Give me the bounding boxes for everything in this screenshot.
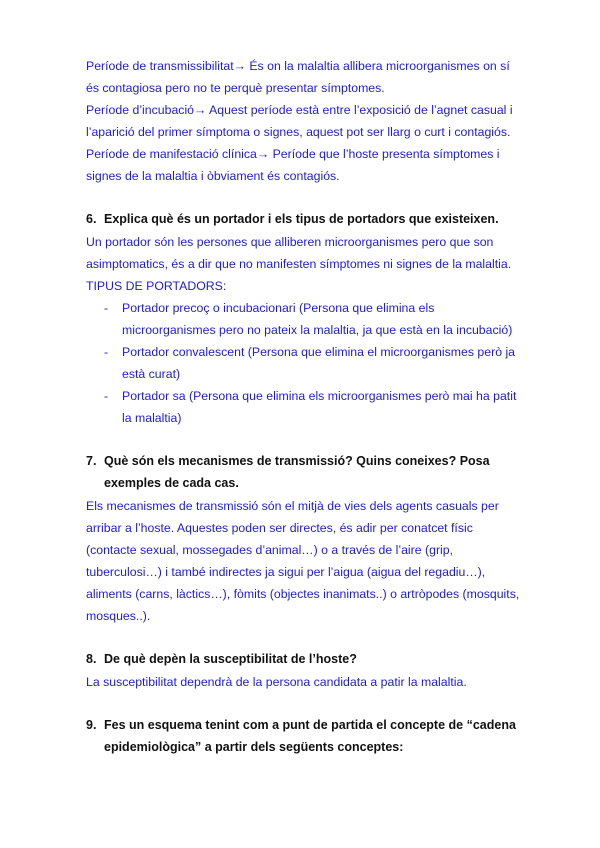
intro-line: Període de transmissibilitat→ És on la malaltia allibera microorganismes on sí (86, 59, 510, 73)
answer-line: La susceptibilitat dependrà de la persona candidata a patir la malaltia. (86, 675, 467, 689)
answer-line: aliments (carns, làctics…), fòmits (objectes inanimats..) o artròpodes (mosquits, (86, 587, 520, 601)
answer-line: Els mecanismes de transmissió són el mitjà de vies dels agents casuals per (86, 499, 499, 513)
question-number: 7. (86, 454, 97, 468)
question-9-heading-cont: epidemiològica” a partir dels següents conceptes: (104, 740, 404, 754)
question-number: 6. (86, 212, 97, 226)
carrier-types-heading: TIPUS DE PORTADORS: (86, 279, 227, 293)
answer-line: mosques..). (86, 609, 151, 623)
bullet-item: Portador sa (Persona que elimina els microorganismes però mai ha patit (122, 389, 517, 403)
question-number: 9. (86, 718, 97, 732)
intro-line: signes de la malaltia i òbviament és contagiós. (86, 169, 340, 183)
intro-line: és contagiosa pero no te perquè presentar símptomes. (86, 81, 385, 95)
answer-line: arribar a l’hoste. Aquestes poden ser directes, és adir per conatcet físic (86, 521, 473, 535)
question-number: 8. (86, 652, 97, 666)
bullet-item-continuation: està curat) (122, 367, 181, 381)
bullet-item-continuation: la malaltia) (122, 411, 182, 425)
bullet-marker: - (104, 389, 109, 403)
answer-line: Un portador són les persones que alliberen microorganismes pero que son (86, 235, 494, 249)
bullet-marker: - (104, 345, 109, 359)
answer-line: tuberculosi…) i també indirectes ja sigui per l’aigua (aigua del regadiu…), (86, 565, 486, 579)
intro-line: Període de manifestació clínica→ Període que l’hoste presenta símptomes i (86, 147, 500, 161)
question-7-heading: Què són els mecanismes de transmissió? Quins coneixes? Posa (104, 454, 490, 468)
intro-line: Període d’incubació→ Aquest període està entre l’exposició de l’agnet casual i (86, 103, 513, 117)
answer-line: (contacte sexual, mossegades d’animal…) o a través de l’aire (grip, (86, 543, 454, 557)
question-7-heading-cont: exemples de cada cas. (104, 476, 239, 490)
bullet-marker: - (104, 301, 109, 315)
question-9-heading: Fes un esquema tenint com a punt de partida el concepte de “cadena (104, 718, 516, 732)
answer-line: asimptomatics, és a dir que no manifesten símptomes ni signes de la malaltia. (86, 257, 512, 271)
question-8-heading: De què depèn la susceptibilitat de l’hoste? (104, 652, 357, 666)
bullet-item-continuation: microorganismes pero no pateix la malaltia, ja que està en la incubació) (122, 323, 513, 337)
bullet-item: Portador precoç o incubacionari (Persona que elimina els (122, 301, 435, 315)
intro-line: l’aparició del primer símptoma o signes, aquest pot ser llarg o curt i contagiós. (86, 125, 511, 139)
question-6-heading: Explica què és un portador i els tipus de portadors que existeixen. (104, 212, 499, 226)
bullet-item: Portador convalescent (Persona que elimina el microorganismes però ja (122, 345, 516, 359)
